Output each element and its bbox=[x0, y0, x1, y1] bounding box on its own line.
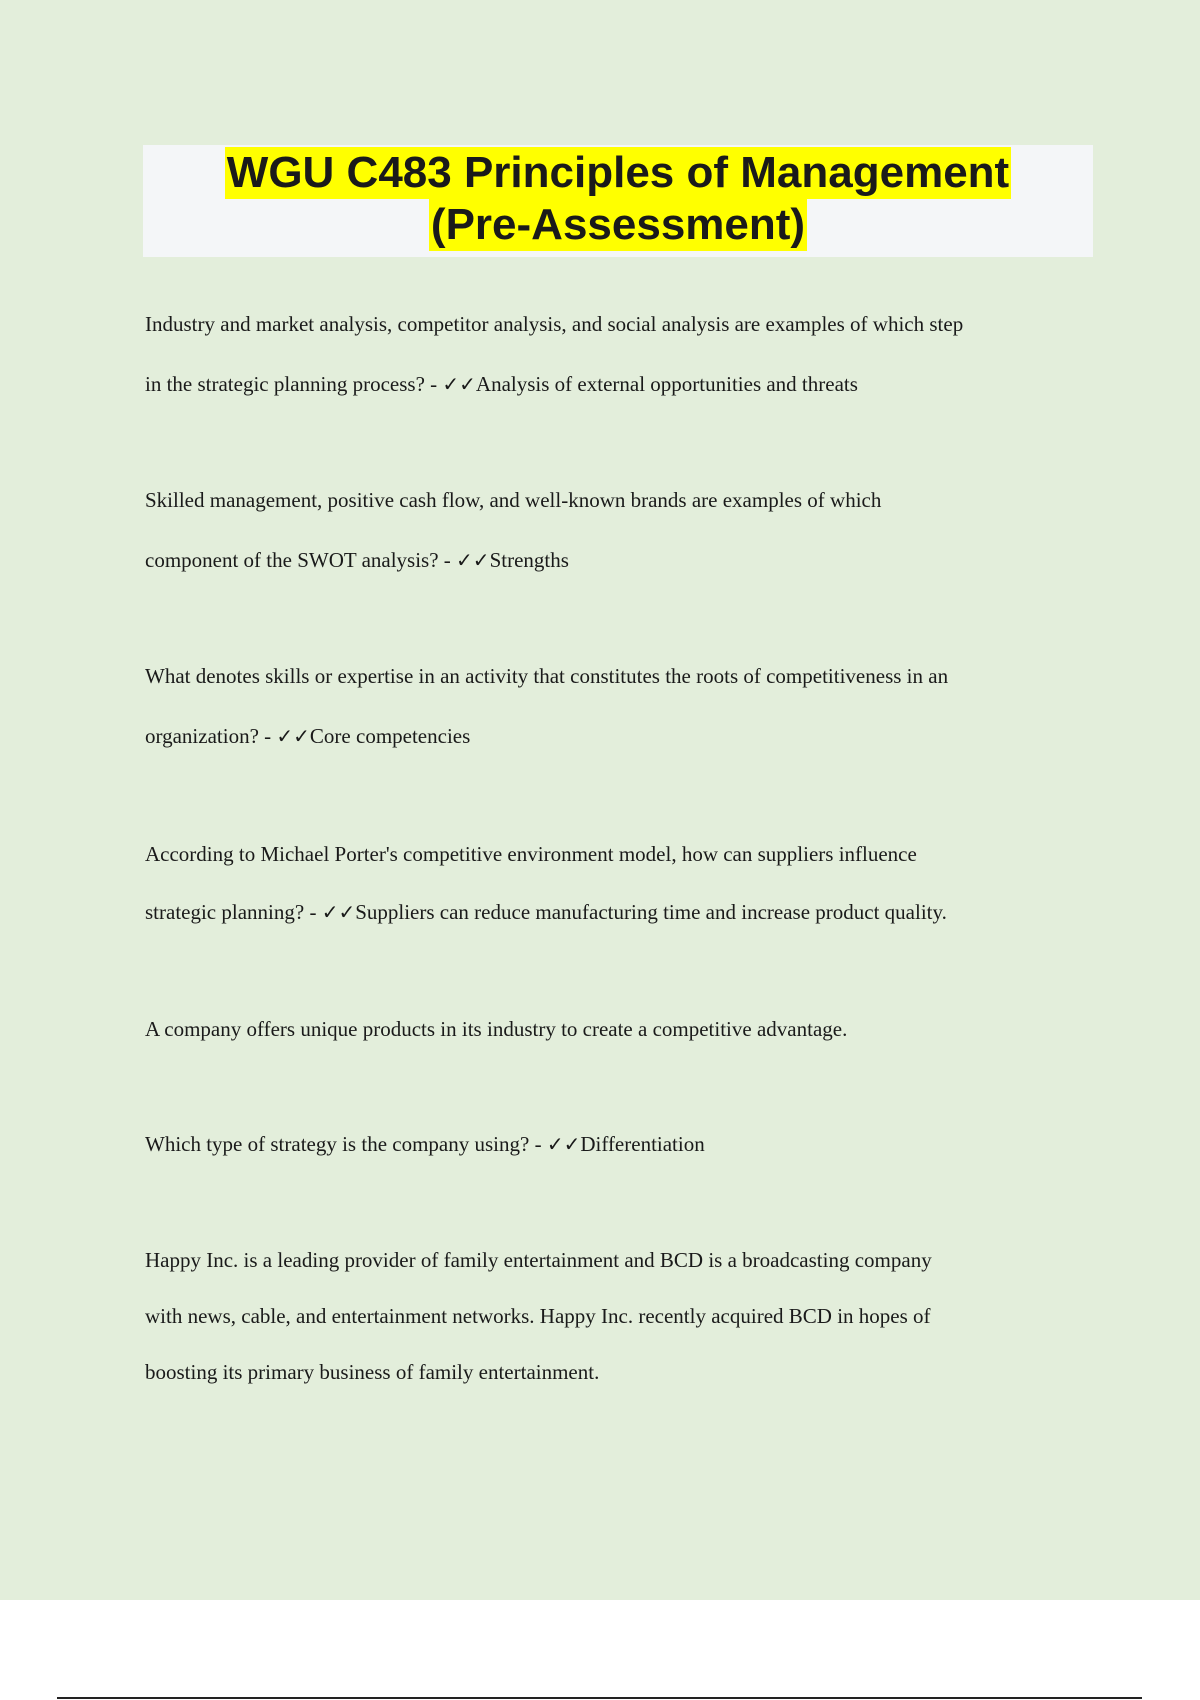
question-3-line-2 bbox=[145, 724, 470, 749]
statement-2-line-2: with news, cable, and entertainment networks. Happy Inc. recently acquired BCD in hopes of bbox=[145, 1304, 931, 1328]
document-title bbox=[143, 145, 1093, 257]
check-icon: ✓✓ bbox=[276, 724, 310, 748]
question-2-text: component of the SWOT analysis? - bbox=[145, 548, 457, 572]
answer-2: Strengths bbox=[489, 548, 569, 572]
check-icon: ✓✓ bbox=[546, 1132, 581, 1156]
title-line-2: (Pre-Assessment) bbox=[430, 200, 806, 249]
question-3-text: organization? - bbox=[145, 724, 277, 748]
answer-4: Suppliers can reduce manufacturing time and increase product quality. bbox=[355, 900, 947, 924]
question-2-line-1: Skilled management, positive cash flow, and well-known brands are examples of which bbox=[145, 488, 882, 512]
answer-3: Core competencies bbox=[309, 724, 471, 748]
question-4-line-2 bbox=[145, 900, 947, 925]
statement-2-line-3: boosting its primary business of family entertainment. bbox=[145, 1360, 600, 1384]
question-5-text: Which type of strategy is the company using? - bbox=[145, 1132, 547, 1156]
statement-2-line-1: Happy Inc. is a leading provider of family entertainment and BCD is a broadcasting company bbox=[145, 1248, 932, 1272]
question-4-text: strategic planning? - bbox=[145, 900, 322, 924]
answer-1: Analysis of external opportunities and threats bbox=[475, 372, 858, 396]
question-4-line-1: According to Michael Porter's competitive environment model, how can suppliers influence bbox=[145, 842, 917, 866]
check-icon: ✓✓ bbox=[321, 900, 356, 924]
check-icon: ✓✓ bbox=[442, 372, 476, 396]
answer-5: Differentiation bbox=[580, 1132, 705, 1156]
statement-1: A company offers unique products in its industry to create a competitive advantage. bbox=[145, 1017, 848, 1041]
check-icon: ✓✓ bbox=[456, 548, 490, 572]
footer-divider bbox=[57, 1697, 1142, 1699]
question-3-line-1: What denotes skills or expertise in an activity that constitutes the roots of competitiveness in an bbox=[145, 664, 949, 688]
question-5-line-1 bbox=[145, 1132, 705, 1157]
question-1-text: in the strategic planning process? - bbox=[145, 372, 443, 396]
question-1-line-2 bbox=[145, 372, 858, 397]
question-2-line-2 bbox=[145, 548, 569, 573]
title-line-1: WGU C483 Principles of Management bbox=[226, 148, 1010, 197]
question-1-line-1: Industry and market analysis, competitor analysis, and social analysis are examples of which step bbox=[145, 312, 964, 336]
